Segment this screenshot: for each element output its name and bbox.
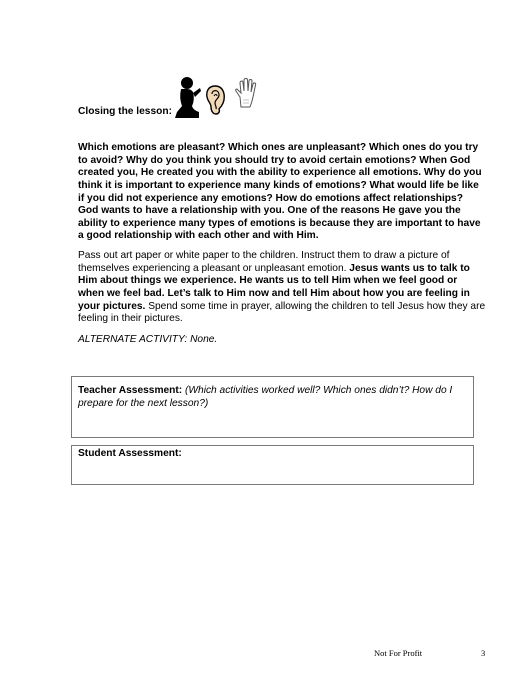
footer-note: Not For Profit bbox=[374, 648, 423, 658]
hand-icon bbox=[234, 78, 258, 108]
closing-title: Closing the lesson: bbox=[78, 106, 172, 117]
activity-intro: Pass out art paper or white paper to the children. Instruct them to draw a picture of themselves experiencing a pleasant or unpleasant emotion. bbox=[78, 250, 450, 274]
closing-header bbox=[78, 76, 278, 120]
reflection-questions: Which emotions are pleasant? Which ones are unpleasant? Which ones do you try to avoid? Why do you think you should try to avoid certain emotions? When God created you, He created you with the ability to experience all emotions. Why do you think it is important to experience many kinds of emotions? What would life be like if you did not experience any emotions? How do emotions affect relationships? God wants to have a relationship with you. One of the reasons He gave you the ability to experience many types of emotions is because they are important to have a good relationship with each other and with Him. bbox=[78, 142, 482, 242]
ear-icon bbox=[204, 84, 226, 116]
teacher-assessment-label: Teacher Assessment: bbox=[78, 385, 183, 396]
teacher-assessment-box[interactable] bbox=[71, 376, 474, 438]
activity-emphasis: Jesus wants us to talk to Him about things we experience. He wants us to tell Him when we feel good or when we feel bad. Let’s talk to Him now and tell Him about how you are feeling in your pictures. bbox=[78, 262, 470, 312]
activity-outro: Spend some time in prayer, allowing the children to tell Jesus how they are feeling in their pictures. bbox=[78, 300, 486, 325]
student-assessment-box[interactable] bbox=[71, 445, 474, 485]
student-assessment-label: Student Assessment: bbox=[78, 448, 182, 459]
activity-instructions bbox=[78, 250, 486, 326]
page-number: 3 bbox=[481, 648, 486, 658]
alternate-activity: ALTERNATE ACTIVITY: None. bbox=[78, 334, 218, 346]
teacher-assessment-hint: (Which activities worked well? Which ones didn’t? How do I prepare for the next lesson?) bbox=[78, 385, 453, 409]
praying-child-icon bbox=[173, 76, 203, 120]
